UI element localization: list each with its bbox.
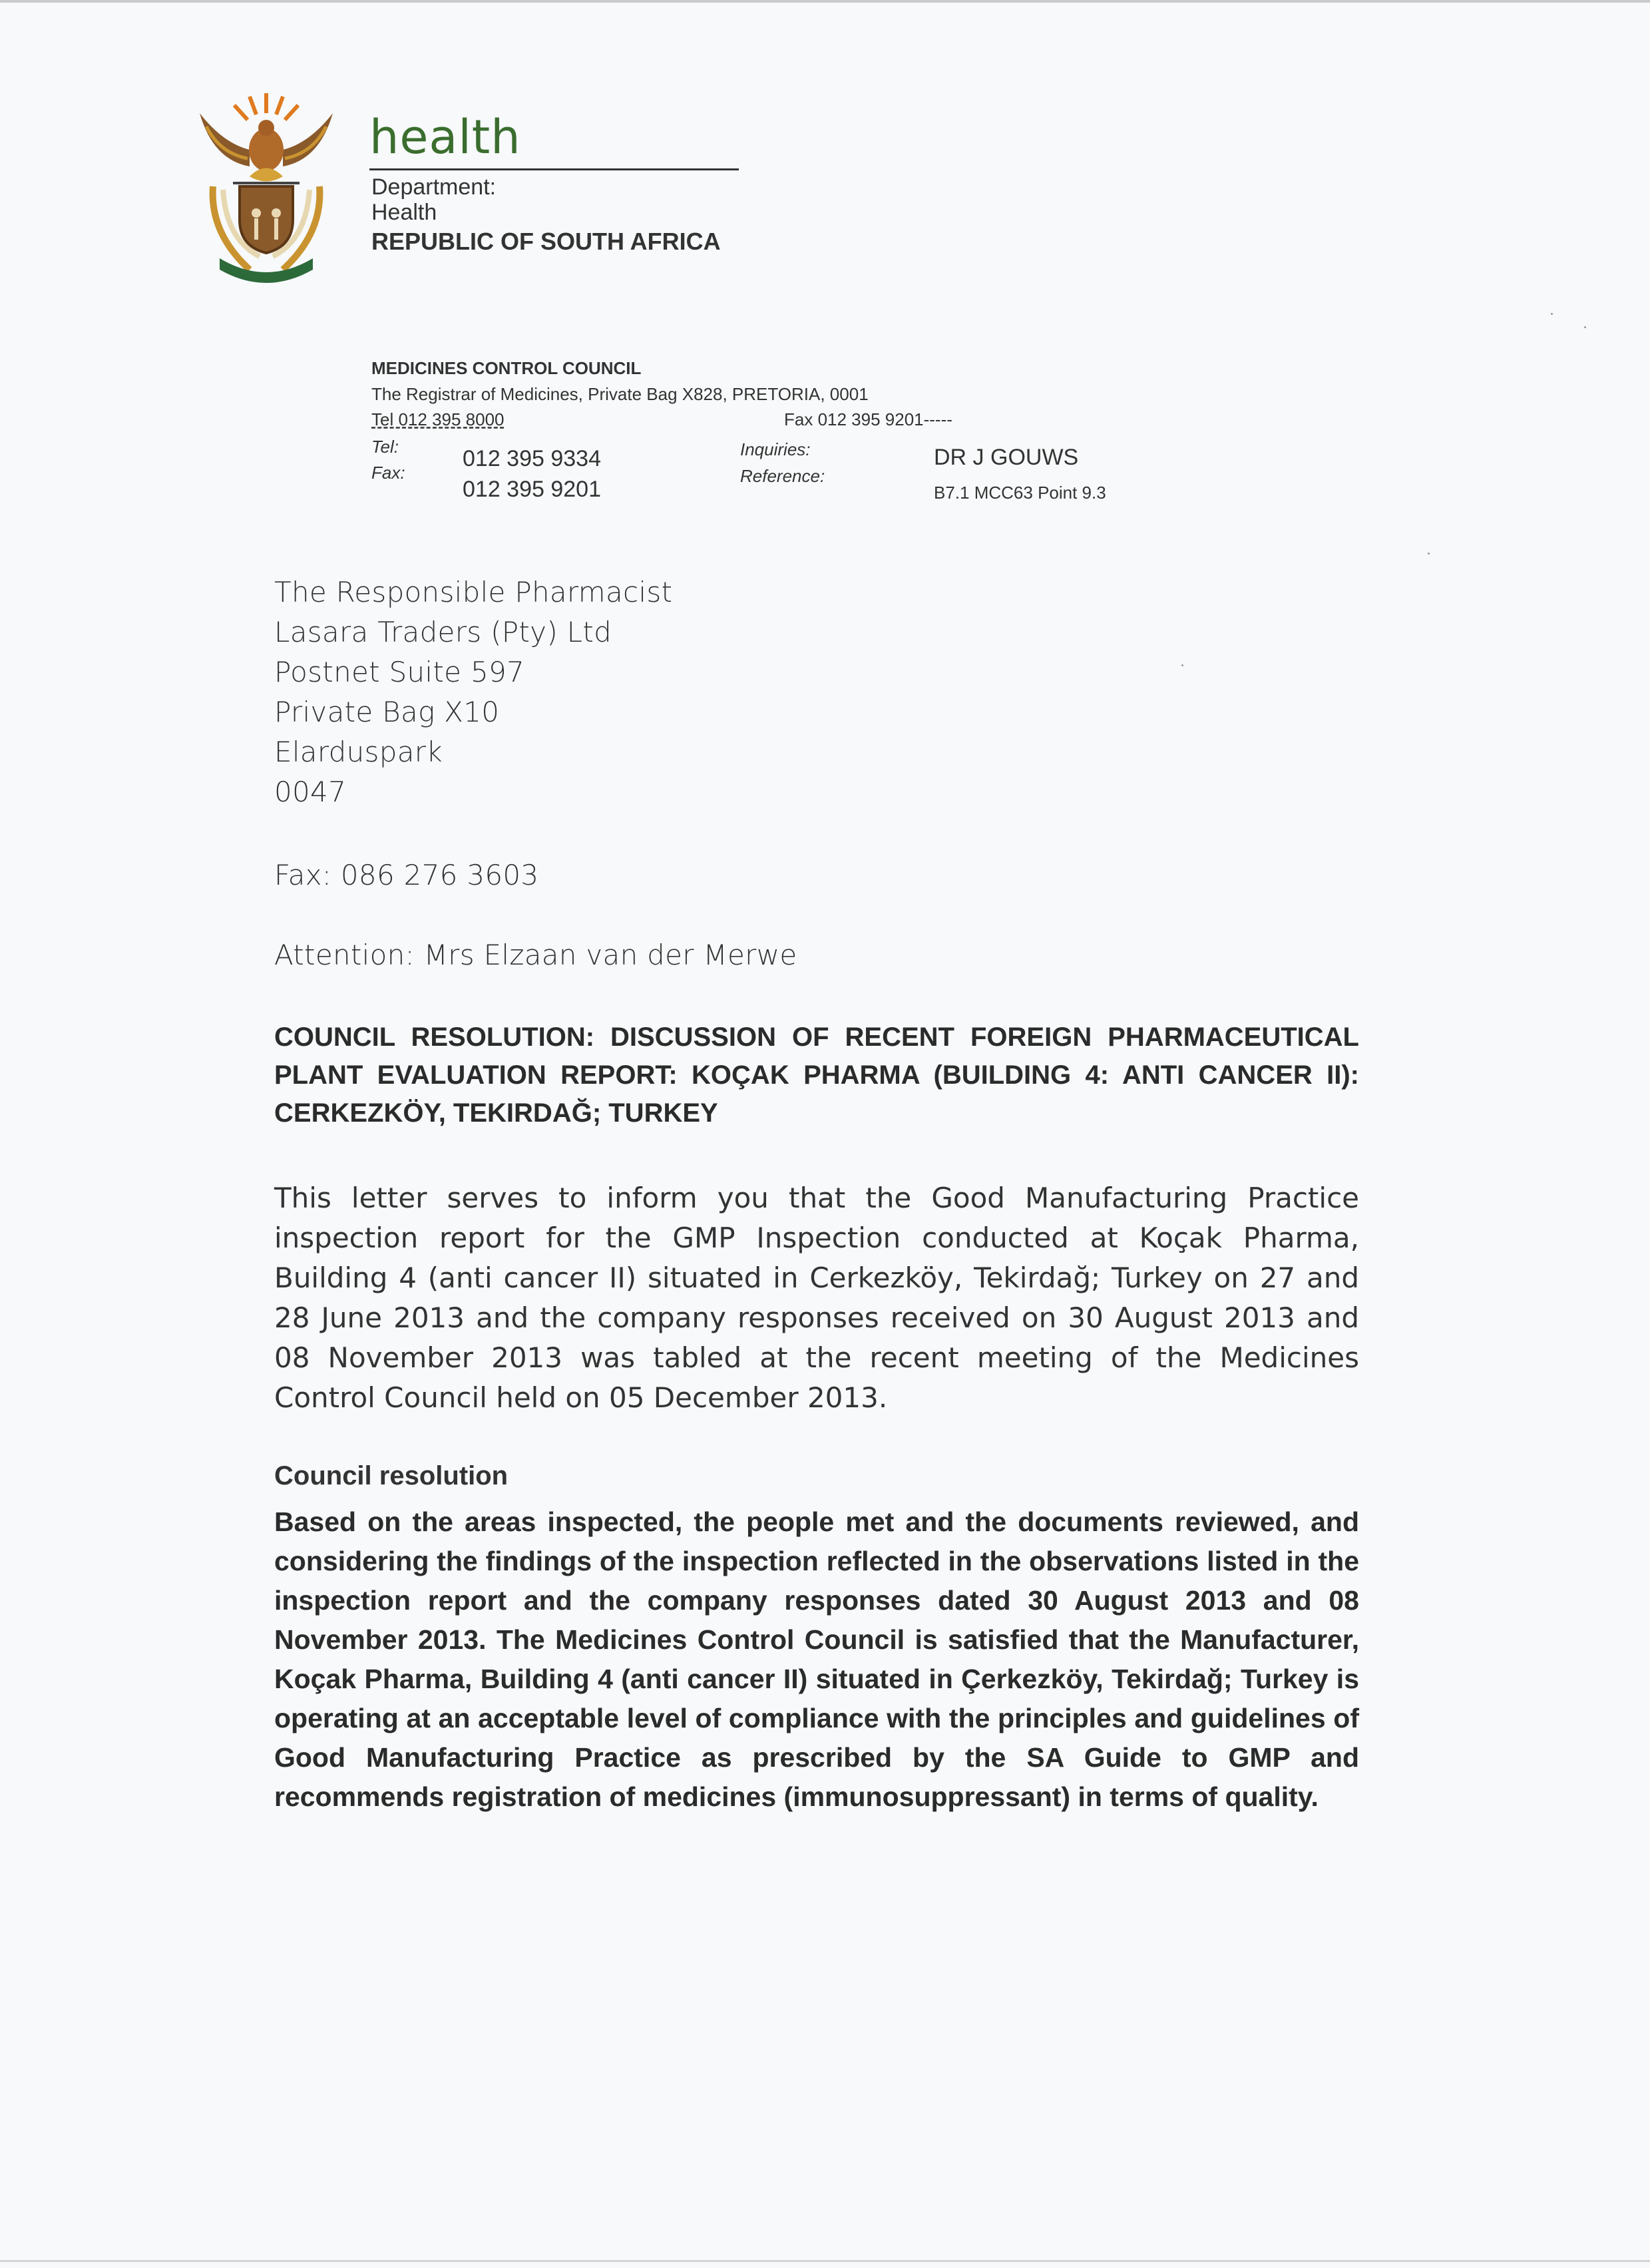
scan-speck: [1551, 313, 1553, 315]
coat-of-arms-icon: [186, 87, 346, 286]
attention-line: Attention: Mrs Elzaan van der Merwe: [274, 939, 797, 971]
reference-value: B7.1 MCC63 Point 9.3: [934, 483, 1106, 503]
letterhead-rule: [369, 168, 739, 170]
scan-speck: [1181, 664, 1183, 666]
tel-label: Tel:: [371, 437, 399, 457]
resolution-heading: Council resolution: [274, 1461, 509, 1490]
fax-value: 012 395 9201: [463, 477, 601, 502]
country-name: REPUBLIC OF SOUTH AFRICA: [371, 228, 721, 255]
intro-paragraph: This letter serves to inform you that the Good Manufacturing Practice inspection report for the GMP Inspection conducted at Koçak Pharma, Building 4 (anti cancer II) situated in Cerkezköy, Tekirdağ; Turkey on 27 and 28 June 2013 and the company responses received on 30 August 2013 and 08 November 2013 was tabled at the recent meeting of the Medicines Control Council held on 05 December 2013.: [274, 1182, 1359, 1414]
resolution-body: Based on the areas inspected, the people met and the documents reviewed, and considering the findings of the inspection reflected in the observations listed in the inspection report and the company responses dated 30 August 2013 and 08 November 2013. The Medicines Control Council is satisfied that the Manufacturer, Koçak Pharma, Building 4 (anti cancer II) situated in Çerkezköy, Tekirdağ; Turkey is operating at an acceptable level of compliance with the principles and guidelines of Good Manufacturing Practice as prescribed by the SA Guide to GMP and recommends registration of medicines (immunosuppressant) in terms of quality.: [274, 1506, 1359, 1812]
recipient-line: 0047: [274, 776, 347, 808]
fax-label: Fax:: [371, 463, 405, 483]
council-fax-line: Fax 012 395 9201-----: [784, 409, 952, 429]
council-tel-line: Tel 012 395 8000: [371, 409, 505, 429]
department-name: Health: [371, 200, 437, 225]
tel-value: 012 395 9334: [463, 446, 601, 471]
page-edge: [0, 2260, 1650, 2262]
inquiries-label: Inquiries:: [740, 439, 811, 459]
council-title: MEDICINES CONTROL COUNCIL: [371, 358, 642, 378]
page-edge: [0, 0, 1650, 3]
council-address: The Registrar of Medicines, Private Bag X828, PRETORIA, 0001: [371, 384, 869, 404]
recipient-line: The Responsible Pharmacist: [274, 576, 673, 608]
recipient-line: Private Bag X10: [274, 696, 500, 728]
scan-speck: [1584, 326, 1586, 328]
recipient-line: Elarduspark: [274, 736, 443, 768]
department-label: Department:: [371, 174, 497, 200]
recipient-fax: Fax: 086 276 3603: [274, 859, 539, 891]
recipient-line: Lasara Traders (Pty) Ltd: [274, 616, 612, 648]
subject-heading: COUNCIL RESOLUTION: DISCUSSION OF RECENT FOREIGN PHARMACEUTICAL PLANT EVALUATION REPORT: KOÇAK PHARMA (BUILDING 4: ANTI CANCER II): CERKEZKÖY, TEKIRDAĞ; TURKEY: [274, 1022, 1359, 1128]
inquiries-value: DR J GOUWS: [934, 445, 1079, 470]
scan-speck: [1428, 553, 1430, 555]
recipient-line: Postnet Suite 597: [274, 656, 525, 688]
reference-label: Reference:: [740, 466, 825, 486]
department-logo-word: health: [369, 110, 521, 164]
